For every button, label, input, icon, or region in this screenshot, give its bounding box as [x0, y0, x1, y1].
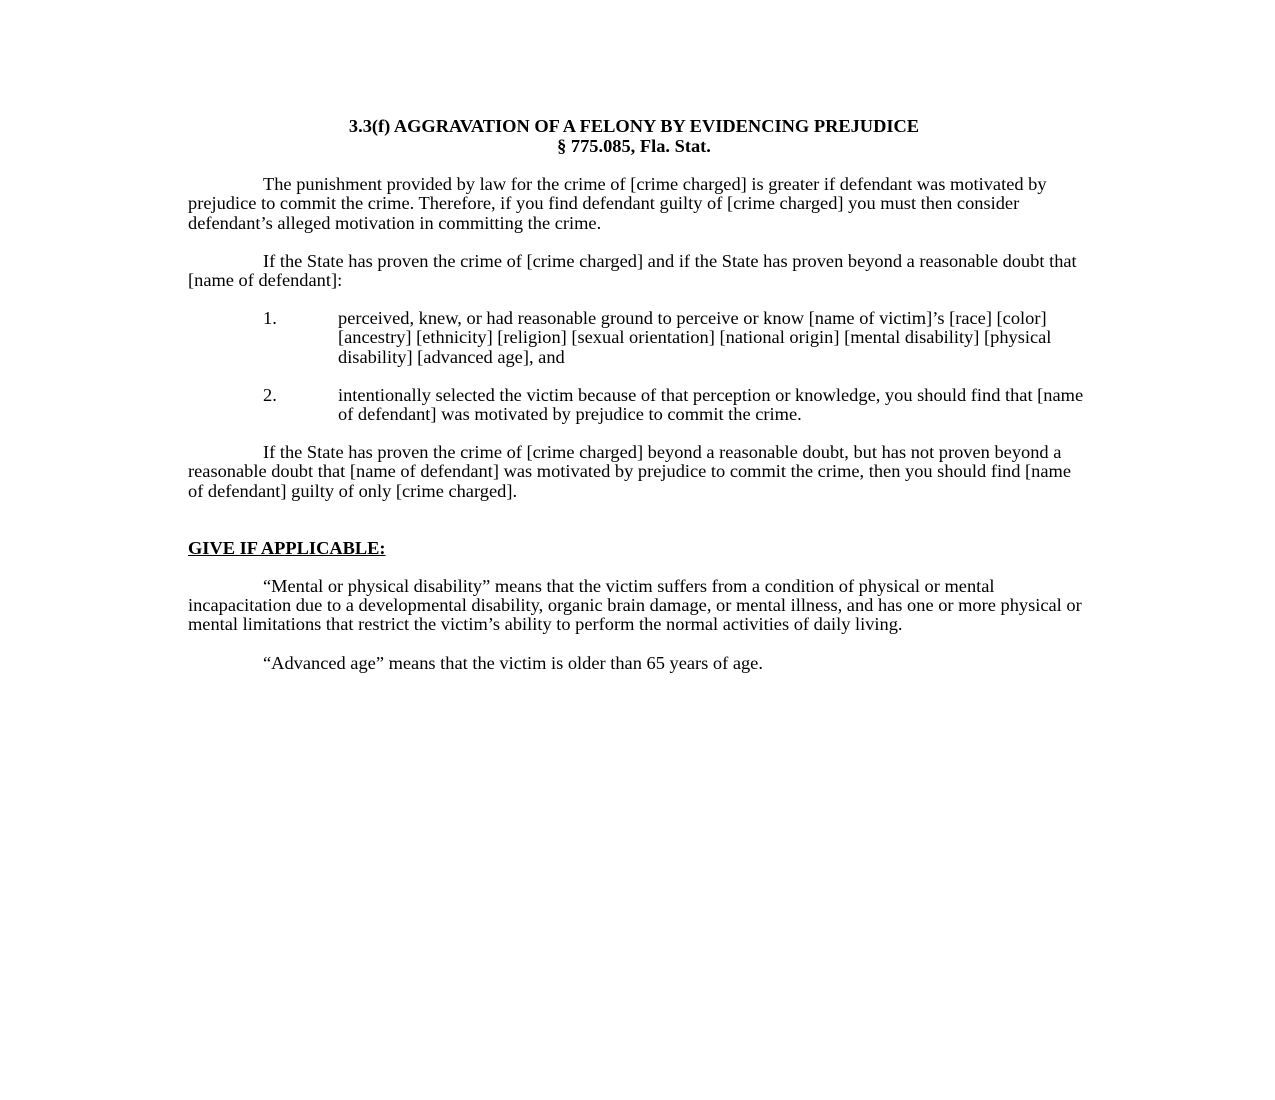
- list-item: [188, 386, 1088, 424]
- list-item-number: 1.: [263, 308, 277, 329]
- list-item-text: intentionally selected the victim because of that perception or knowledge, you should find that [name of defendant] was motivated by prejudice to commit the crime.: [338, 384, 1084, 425]
- paragraph-punishment: The punishment provided by law for the crime of [crime charged] is greater if defendant was motivated by prejudice to commit the crime. Therefore, if you find defendant guilty of [crime charged] you must then consider defendant’s alleged motivation in committing the crime.: [188, 174, 1047, 233]
- title-line-2: § 775.085, Fla. Stat.: [557, 135, 711, 156]
- paragraph-state-proven: If the State has proven the crime of [crime charged] and if the State has proven beyond a reasonable doubt that [name of defendant]:: [188, 250, 1077, 290]
- paragraph-not-proven: If the State has proven the crime of [crime charged] beyond a reasonable doubt, but has not proven beyond a reasonable doubt that [name of defendant] was motivated by prejudice to commit the crime, then you should find [name of defendant] guilty of only [crime charged].: [188, 442, 1071, 501]
- list-item-text: perceived, knew, or had reasonable ground to perceive or know [name of victim]’s [race] [color] [ancestry] [ethnicity] [religion] [sexual orientation] [national origin] [mental disability] [physical disability] [advanced age], and: [338, 308, 1052, 367]
- paragraph-advanced-age-definition: “Advanced age” means that the victim is older than 65 years of age.: [263, 652, 763, 673]
- section-heading: GIVE IF APPLICABLE:: [188, 537, 386, 558]
- list-item: [188, 309, 1088, 367]
- list-item-number: 2.: [263, 384, 277, 405]
- title-line-1: 3.3(f) AGGRAVATION OF A FELONY BY EVIDENCING PREJUDICE: [348, 116, 920, 136]
- document-page: [188, 117, 1088, 673]
- document-title: [184, 117, 1084, 156]
- paragraph-disability-definition: “Mental or physical disability” means that the victim suffers from a condition of physical or mental incapacitation due to a developmental disability, organic brain damage, or mental illness, and has one or more physical or mental limitations that restrict the victim’s ability to perform the normal activities of daily living.: [188, 576, 1082, 635]
